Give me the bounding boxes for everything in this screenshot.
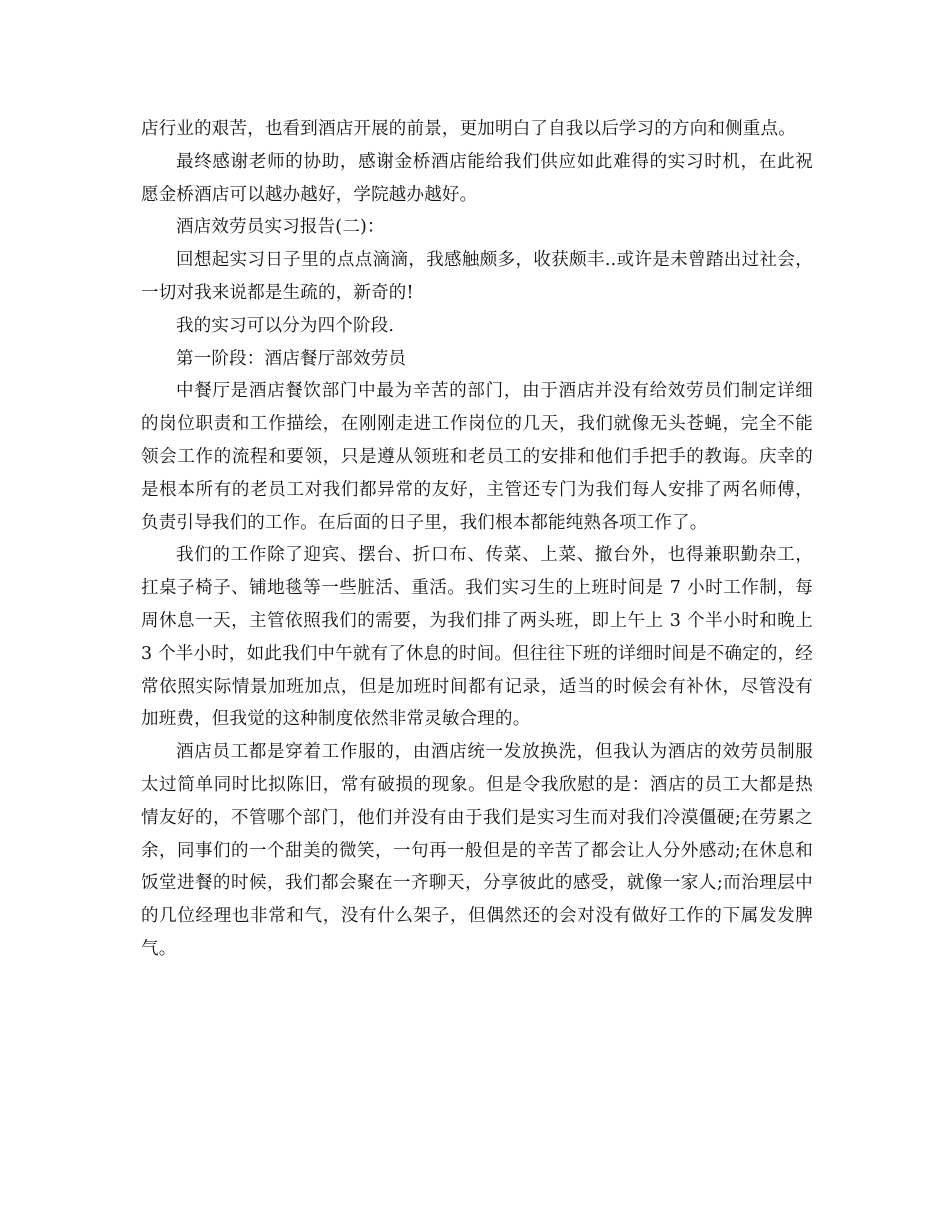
paragraph-work-duties: 我们的工作除了迎宾、摆台、折口布、传菜、上菜、撤台外，也得兼职勤杂工，扛桌子椅子、铺地毯等一些脏活、重活。我们实习生的上班时间是 7 小时工作制，每周休息一天，主管依照我们的需要，为我们排了两头班，即上午上 3 个半小时和晚上 3 个半小时，如此我们中午就有了休息的时间。但往往下班的详细时间是不确定的，经常依照实际情景加班加点，但是加班时间都有记录，适当的时候会有补休，尽管没有加班费，但我觉的这种制度依然非常灵敏合理的。	[141, 545, 813, 730]
paragraph-recollection: 回想起实习日子里的点点滴滴，我感触颇多，收获颇丰..或许是未曾踏出过社会，一切对我来说都是生疏的，新奇的!	[141, 250, 813, 303]
paragraph-four-stages: 我的实习可以分为四个阶段.	[176, 315, 395, 336]
paragraph-staff-uniform: 酒店员工都是穿着工作服的，由酒店统一发放换洗，但我认为酒店的效劳员制服太过简单同时比拟陈旧，常有破损的现象。但是令我欣慰的是：酒店的员工大都是热情友好的，不管哪个部门，他们并没有由于我们是实习生而对我们冷漠僵硬;在劳累之余，同事们的一个甜美的微笑，一句再一般但是的辛苦了都会让人分外感动;在休息和饭堂进餐的时候，我们都会聚在一齐聊天，分享彼此的感受，就像一家人;而治理层中的几位经理也非常和气，没有什么架子，但偶然还的会对没有做好工作的下属发发脾气。	[141, 742, 813, 959]
document-body	[141, 113, 813, 966]
paragraph-continuation: 店行业的艰苦，也看到酒店开展的前景，更加明白了自我以后学习的方向和侧重点。	[141, 119, 796, 139]
stage-one-heading: 第一阶段：酒店餐厅部效劳员	[176, 348, 407, 369]
section-heading-report-two: 酒店效劳员实习报告(二)：	[176, 217, 385, 238]
paragraph-thanks: 最终感谢老师的协助，感谢金桥酒店能给我们供应如此难得的实习时机，在此祝愿金桥酒店可以越办越好，学院越办越好。	[141, 151, 813, 205]
paragraph-chinese-restaurant: 中餐厅是酒店餐饮部门中最为辛苦的部门，由于酒店并没有给效劳员们制定详细的岗位职责和工作描绘，在刚刚走进工作岗位的几天，我们就像无头苍蝇，完全不能领会工作的流程和要领，只是遵从领班和老员工的安排和他们手把手的教诲。庆幸的是根本所有的老员工对我们都异常的友好，主管还专门为我们每人安排了两名师傅，负责引导我们的工作。在后面的日子里，我们根本都能纯熟各项工作了。	[141, 381, 813, 533]
